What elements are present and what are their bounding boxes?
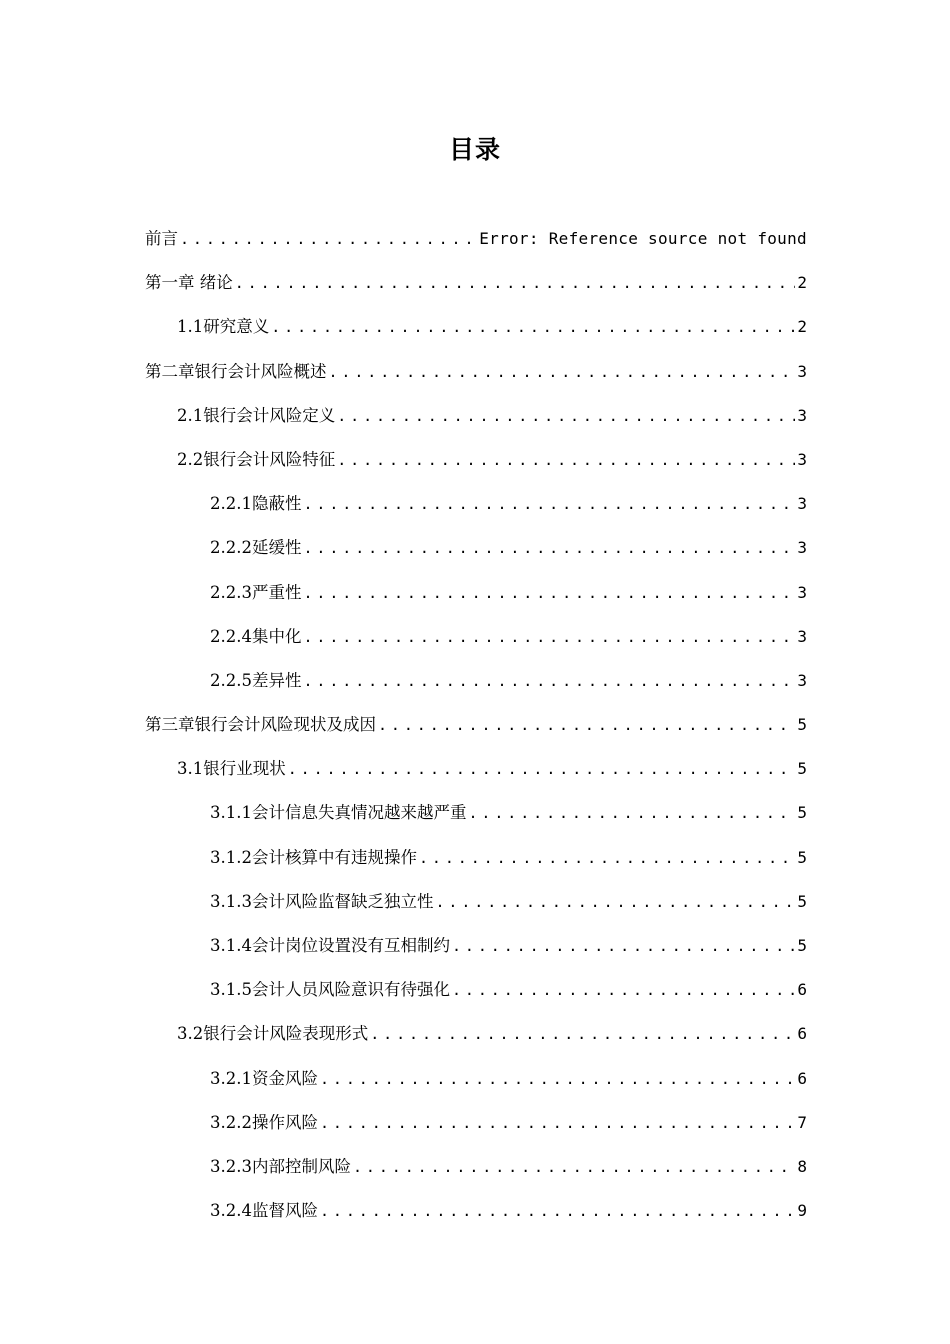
toc-entry-page: 2 <box>797 273 807 293</box>
toc-leader-dots <box>452 934 795 958</box>
toc-leader-dots <box>419 846 795 870</box>
toc-leader-dots <box>320 1067 795 1091</box>
toc-entry-label: 3.2银行会计风险表现形式 <box>177 1024 369 1044</box>
toc-leader-dots <box>180 227 477 251</box>
toc-entry-page: 3 <box>797 670 807 690</box>
toc-entry-page: 5 <box>797 847 807 867</box>
toc-entry-label: 2.2.1隐蔽性 <box>210 494 302 514</box>
toc-leader-dots <box>303 492 795 516</box>
toc-leader-dots <box>320 1199 795 1223</box>
toc-leader-dots <box>288 757 796 781</box>
toc-leader-dots <box>370 1022 795 1046</box>
toc-entry[interactable] <box>145 1046 807 1090</box>
toc-entry-label: 3.1.5会计人员风险意识有待强化 <box>210 980 450 1000</box>
toc-entry[interactable] <box>145 295 807 339</box>
toc-entry[interactable] <box>145 1135 807 1179</box>
toc-entry[interactable] <box>145 560 807 604</box>
toc-entry-label: 3.2.4监督风险 <box>210 1201 318 1221</box>
toc-entry[interactable] <box>145 693 807 737</box>
toc-entry[interactable] <box>145 958 807 1002</box>
toc-entry[interactable] <box>145 339 807 383</box>
toc-entry-page: 3 <box>797 405 807 425</box>
toc-entry[interactable] <box>145 825 807 869</box>
toc-entry-page: 5 <box>797 803 807 823</box>
toc-entry-page: 7 <box>797 1112 807 1132</box>
toc-entry[interactable] <box>145 781 807 825</box>
toc-leader-dots <box>353 1155 795 1179</box>
toc-entry-label: 3.2.3内部控制风险 <box>210 1156 351 1176</box>
toc-leader-dots <box>320 1111 795 1135</box>
toc-entry-label: 3.2.2操作风险 <box>210 1112 318 1132</box>
toc-entry[interactable] <box>145 200 807 251</box>
toc-leader-dots <box>435 890 795 914</box>
toc-entry-label: 3.1.3会计风险监督缺乏独立性 <box>210 891 434 911</box>
toc-entry-page: Error: Reference source not found <box>479 229 807 248</box>
toc-leader-dots <box>303 581 795 605</box>
toc-entry-page: 6 <box>797 1024 807 1044</box>
toc-entry[interactable] <box>145 251 807 295</box>
toc-entry[interactable] <box>145 1179 807 1223</box>
toc-entry-page: 5 <box>797 715 807 735</box>
toc-title: 目录 <box>448 135 501 164</box>
toc-leader-dots <box>271 315 795 339</box>
toc-entry[interactable] <box>145 605 807 649</box>
toc-entry-label: 2.2.5差异性 <box>210 670 302 690</box>
toc-entry-page: 6 <box>797 1068 807 1088</box>
toc-entry-label: 3.1.4会计岗位设置没有互相制约 <box>210 936 450 955</box>
toc-entry-label: 2.1银行会计风险定义 <box>177 405 336 425</box>
toc-entry-page: 8 <box>797 1156 807 1176</box>
toc-leader-dots <box>235 271 796 295</box>
toc-entry-page: 3 <box>797 494 807 514</box>
toc-entry-page: 3 <box>797 361 807 381</box>
toc-leader-dots <box>303 625 795 649</box>
toc-entry-label: 2.2银行会计风险特征 <box>177 449 336 469</box>
toc-entry[interactable] <box>145 737 807 781</box>
toc-entry[interactable] <box>145 914 807 958</box>
toc-entry[interactable] <box>145 1002 807 1046</box>
toc-entry[interactable] <box>145 870 807 914</box>
toc-entry-page: 3 <box>797 582 807 602</box>
toc-entry-label: 第一章 绪论 <box>145 273 233 293</box>
toc-leader-dots <box>468 801 795 825</box>
toc-entry-page: 2 <box>797 317 807 337</box>
toc-entry-label: 3.1.1会计信息失真情况越来越严重 <box>210 803 467 823</box>
toc-leader-dots <box>337 404 795 428</box>
toc-entry-page: 9 <box>797 1201 807 1221</box>
toc-entry-label: 2.2.3严重性 <box>210 582 302 602</box>
toc-leader-dots <box>303 669 795 693</box>
toc-entry-page: 5 <box>797 936 807 955</box>
toc-entry[interactable] <box>145 516 807 560</box>
toc-leader-dots <box>378 713 795 737</box>
toc-leader-dots <box>452 978 795 1002</box>
toc-entry-label: 1.1研究意义 <box>177 317 270 337</box>
toc-entry-page: 3 <box>797 449 807 469</box>
toc-leader-dots <box>329 360 796 384</box>
toc-leader-dots <box>303 536 795 560</box>
toc-entry-label: 3.2.1资金风险 <box>210 1068 318 1088</box>
toc-entry[interactable] <box>145 649 807 693</box>
toc-entry[interactable] <box>145 1091 807 1135</box>
toc-list <box>145 200 807 1223</box>
toc-entry-page: 3 <box>797 538 807 558</box>
toc-entry-label: 3.1银行业现状 <box>177 759 286 779</box>
toc-entry-label: 3.1.2会计核算中有违规操作 <box>210 847 417 867</box>
toc-entry-page: 5 <box>797 759 807 779</box>
toc-entry-page: 5 <box>797 891 807 911</box>
toc-entry-page: 3 <box>797 626 807 646</box>
toc-entry-label: 第三章银行会计风险现状及成因 <box>145 715 376 735</box>
toc-entry-label: 2.2.4集中化 <box>210 626 302 646</box>
toc-leader-dots <box>337 448 795 472</box>
toc-entry-label: 2.2.2延缓性 <box>210 538 302 558</box>
toc-entry[interactable] <box>145 384 807 428</box>
toc-entry[interactable] <box>145 428 807 472</box>
toc-entry-page: 6 <box>797 980 807 1000</box>
toc-entry[interactable] <box>145 472 807 516</box>
toc-entry-label: 前言 <box>145 229 178 248</box>
toc-entry-label: 第二章银行会计风险概述 <box>145 361 327 381</box>
